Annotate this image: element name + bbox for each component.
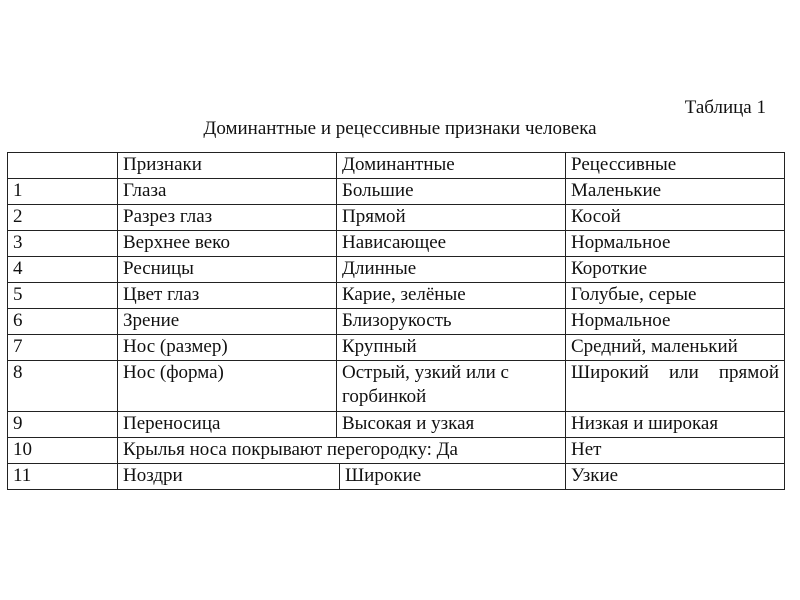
dominant-cell: Крупный (337, 335, 566, 361)
trait-cell: Разрез глаз (118, 205, 337, 231)
recessive-cell: Низкая и широкая (566, 412, 785, 438)
trait-cell: Ресницы (118, 257, 337, 283)
table-row (8, 438, 785, 464)
recessive-cell: Узкие (566, 464, 785, 490)
row-number: 10 (8, 438, 118, 464)
table-row (8, 283, 785, 309)
trait-cell: Верхнее веко (118, 231, 337, 257)
header-cell-traits: Признаки (118, 153, 337, 179)
header-cell-recessive: Рецессивные (566, 153, 785, 179)
header-cell-dominant: Доминантные (337, 153, 566, 179)
row-number: 8 (8, 361, 118, 412)
dominant-cell: Длинные (337, 257, 566, 283)
row-number: 1 (8, 179, 118, 205)
trait-cell: Нос (форма) (118, 361, 337, 412)
recessive-cell: Широкий или прямой (566, 361, 785, 412)
dominant-cell: Прямой (337, 205, 566, 231)
table-row (8, 335, 785, 361)
row-number: 6 (8, 309, 118, 335)
trait-cell: Ноздри (118, 464, 340, 489)
table-header-row (8, 153, 785, 179)
row-number: 7 (8, 335, 118, 361)
table-row (8, 179, 785, 205)
dominant-cell: Большие (337, 179, 566, 205)
trait-cell: Переносица (118, 412, 337, 438)
table-row (8, 412, 785, 438)
dominant-cell: Широкие (345, 465, 422, 486)
header-cell-number (8, 153, 118, 179)
table-row (8, 309, 785, 335)
trait-cell: Цвет глаз (118, 283, 337, 309)
recessive-cell: Косой (566, 205, 785, 231)
row-number: 4 (8, 257, 118, 283)
row-number: 3 (8, 231, 118, 257)
dominant-cell: Близорукость (337, 309, 566, 335)
row-number: 2 (8, 205, 118, 231)
dominant-cell: Карие, зелёные (337, 283, 566, 309)
recessive-cell: Нет (566, 438, 785, 464)
table-number-label: Таблица 1 (684, 97, 766, 118)
table-row (8, 205, 785, 231)
recessive-cell: Средний, маленький (566, 335, 785, 361)
recessive-cell: Нормальное (566, 231, 785, 257)
table-row (8, 361, 785, 412)
trait-cell: Зрение (118, 309, 337, 335)
recessive-cell: Нормальное (566, 309, 785, 335)
trait-cell: Нос (размер) (118, 335, 337, 361)
dominant-cell: Острый, узкий или с горбинкой (337, 361, 566, 412)
trait-merged-cell: Крылья носа покрывают перегородку: Да (118, 438, 566, 464)
row-number: 5 (8, 283, 118, 309)
table-row (8, 257, 785, 283)
table-row (8, 464, 785, 490)
recessive-cell: Маленькие (566, 179, 785, 205)
traits-table (7, 152, 785, 490)
row-number: 9 (8, 412, 118, 438)
trait-cell: Глаза (118, 179, 337, 205)
table-row (8, 231, 785, 257)
table-caption: Доминантные и рецессивные признаки человека (203, 118, 597, 139)
row-number: 11 (8, 464, 118, 490)
recessive-cell: Голубые, серые (566, 283, 785, 309)
recessive-cell: Короткие (566, 257, 785, 283)
dominant-cell: Высокая и узкая (337, 412, 566, 438)
trait-dominant-split-cell (118, 464, 566, 490)
dominant-cell: Нависающее (337, 231, 566, 257)
